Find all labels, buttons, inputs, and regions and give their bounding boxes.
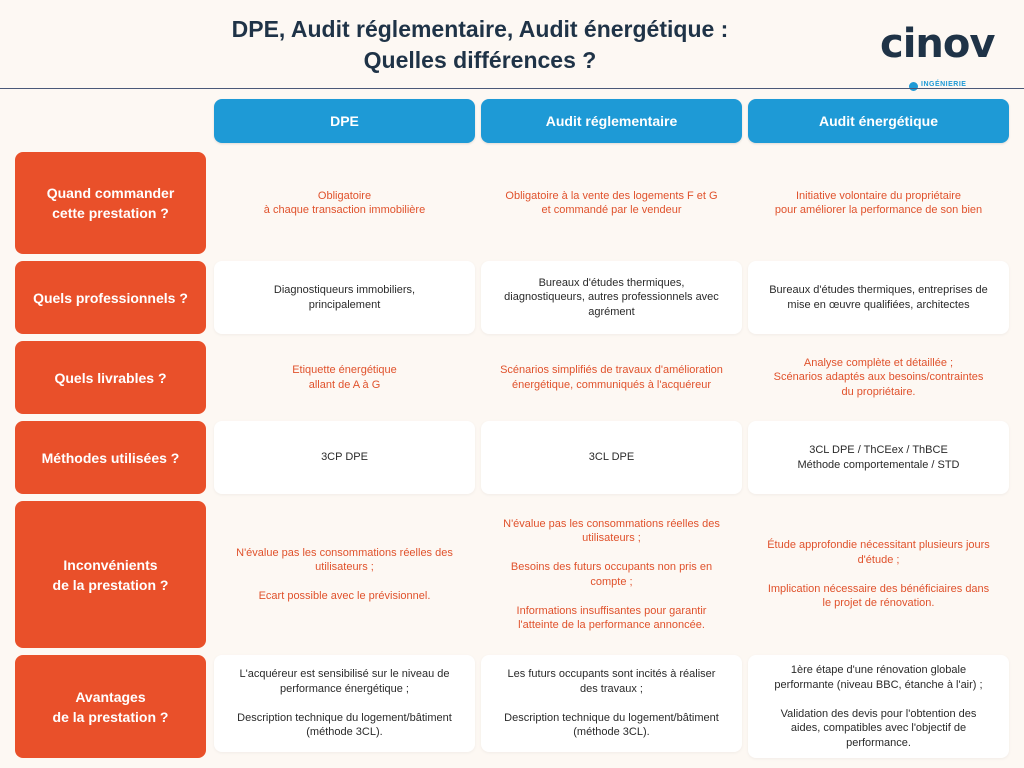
- table-cell: N'évalue pas les consommations réelles des utilisateurs ; Ecart possible avec le prévisionnel.: [236, 546, 453, 602]
- table-cell: Analyse complète et détaillée ; Scénarios adaptés aux besoins/contraintes du propriétaire.: [773, 356, 984, 398]
- logo-dot-icon: [909, 82, 918, 91]
- page-title: DPE, Audit réglementaire, Audit énergétique : Quelles différences ?: [231, 16, 729, 73]
- table-cell: Etiquette énergétique allant de A à G: [292, 364, 397, 391]
- table-cell: Étude approfondie nécessitant plusieurs jours d'étude ; Implication nécessaire des bénéficiaires dans le projet de rénovation.: [767, 539, 990, 610]
- column-header-dpe: [214, 99, 475, 143]
- column-header-label: Audit réglementaire: [545, 113, 678, 129]
- logo-wordmark: cinov: [880, 21, 995, 67]
- column-header-label: Audit énergétique: [818, 113, 938, 129]
- table-cell: 3CL DPE: [481, 421, 742, 494]
- table-cell: Obligatoire à chaque transaction immobilière: [263, 189, 426, 216]
- column-header-label: DPE: [330, 113, 359, 129]
- logo-subtitle: INGÉNIERIE: [921, 81, 967, 88]
- table-cell: 3CP DPE: [214, 421, 475, 494]
- row-header-methodes-utilisees: Méthodes utilisées ?: [15, 421, 206, 494]
- table-cell: Bureaux d'études thermiques, entreprises de mise en œuvre qualifiées, architectes: [748, 261, 1009, 334]
- table-cell: Initiative volontaire du propriétaire pour améliorer la performance de son bien: [774, 189, 983, 216]
- column-header-audit-reglementaire: [481, 99, 742, 143]
- table-cell: Scénarios simplifiés de travaux d'amélioration énergétique, communiqués à l'acquéreur: [500, 364, 723, 391]
- row-header-quels-professionnels: Quels professionnels ?: [15, 261, 206, 334]
- row-header-quand-commander: Quand commander cette prestation ?: [15, 152, 206, 254]
- table-cell: Diagnostiqueurs immobiliers, principalement: [214, 261, 475, 334]
- row-header-avantages: Avantages de la prestation ?: [15, 655, 206, 758]
- table-cell: Obligatoire à la vente des logements F et G et commandé par le vendeur: [505, 189, 718, 216]
- table-cell: Bureaux d'études thermiques, diagnostiqueurs, autres professionnels avec agrément: [481, 261, 742, 334]
- title-divider: [0, 88, 1024, 89]
- table-cell: 3CL DPE / ThCEex / ThBCE Méthode comportementale / STD: [748, 421, 1009, 494]
- row-header-quels-livrables: Quels livrables ?: [15, 341, 206, 414]
- table-cell: L'acquéreur est sensibilisé sur le niveau de performance énergétique ; Description technique du logement/bâtiment (méthode 3CL).: [214, 655, 475, 752]
- column-header-audit-energetique: [748, 99, 1009, 143]
- table-cell: N'évalue pas les consommations réelles des utilisateurs ; Besoins des futurs occupants non pris en compte ; Informations insuffisantes pour garantir l'atteinte de la performance annoncée.: [503, 517, 720, 631]
- table-cell: 1ère étape d'une rénovation globale performante (niveau BBC, étanche à l'air) ; Validation des devis pour l'obtention des aides, compatibles avec l'objectif de performance.: [748, 655, 1009, 758]
- table-cell: Les futurs occupants sont incités à réaliser des travaux ; Description technique du logement/bâtiment (méthode 3CL).: [481, 655, 742, 752]
- cinov-logo: [880, 20, 1010, 88]
- row-header-inconvenients: Inconvénients de la prestation ?: [15, 501, 206, 648]
